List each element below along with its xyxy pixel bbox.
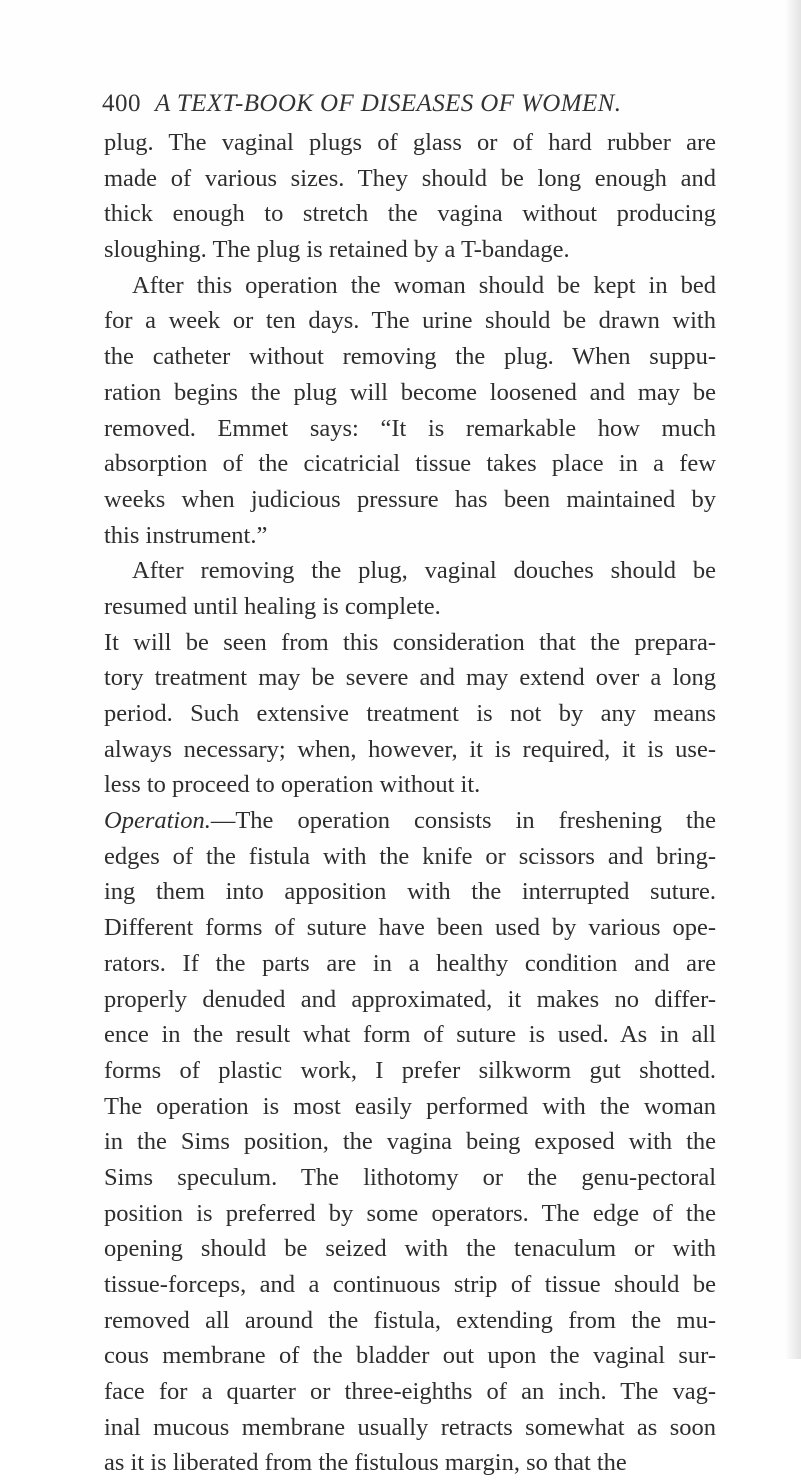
text-line: edges of the fistula with the knife or scissors and bring-	[104, 842, 716, 870]
text-line: ration begins the plug will become loosened and may be	[104, 378, 716, 406]
text-line: ing them into apposition with the interrupted suture.	[104, 878, 716, 906]
text-line: After removing the plug, vaginal douches should be	[132, 557, 716, 585]
text-line: the catheter without removing the plug. When suppu-	[104, 343, 716, 371]
text-line: rators. If the parts are in a healthy condition and are	[104, 949, 716, 977]
text-line: removed all around the fistula, extending from the mu-	[104, 1306, 716, 1334]
text-line: removed. Emmet says: “It is remarkable how much	[104, 414, 716, 442]
text-line: It will be seen from this consideration that the prepara-	[104, 628, 716, 656]
text-line: sloughing. The plug is retained by a T-bandage.	[104, 236, 570, 264]
text-line: in the Sims position, the vagina being exposed with the	[104, 1128, 716, 1156]
section-heading-text: —The operation consists in freshening the	[210, 807, 716, 835]
text-line: ence in the result what form of suture is used. As in all	[104, 1021, 716, 1049]
text-line: always necessary; when, however, it is required, it is use-	[104, 735, 716, 763]
text-line: this instrument.”	[104, 521, 268, 549]
text-line: period. Such extensive treatment is not by any means	[104, 700, 716, 727]
text-line: absorption of the cicatricial tissue takes place in a few	[104, 450, 716, 478]
text-line: as it is liberated from the fistulous margin, so that the	[104, 1449, 627, 1477]
text-line: cous membrane of the bladder out upon the vaginal sur-	[104, 1342, 716, 1370]
text-line: Different forms of suture have been used by various ope-	[104, 914, 716, 942]
text-line: The operation is most easily performed with the woman	[104, 1092, 716, 1120]
text-line: less to proceed to operation without it.	[104, 771, 481, 799]
text-line: tory treatment may be severe and may extend over a long	[104, 664, 716, 692]
text-line: resumed until healing is complete.	[104, 592, 441, 620]
body-text	[104, 125, 716, 1481]
page-edge-shadow	[785, 0, 801, 1359]
text-line: forms of plastic work, I prefer silkworm gut shotted.	[104, 1056, 716, 1084]
page-number: 400	[102, 90, 141, 117]
text-line: opening should be seized with the tenaculum or with	[104, 1235, 716, 1263]
text-line: tissue-forceps, and a continuous strip of tissue should be	[104, 1271, 716, 1298]
book-title: A TEXT-BOOK OF DISEASES OF WOMEN.	[155, 90, 622, 117]
text-line: made of various sizes. They should be long enough and	[104, 164, 716, 192]
text-line: position is preferred by some operators. The edge of the	[104, 1199, 716, 1227]
text-line: Sims speculum. The lithotomy or the genu-pectoral	[104, 1163, 716, 1191]
text-line: for a week or ten days. The urine should be drawn with	[104, 307, 716, 335]
text-line: weeks when judicious pressure has been maintained by	[104, 485, 716, 513]
text-line: properly denuded and approximated, it makes no differ-	[104, 985, 716, 1013]
text-line: After this operation the woman should be kept in bed	[132, 271, 716, 299]
text-line: face for a quarter or three-eighths of an inch. The vag-	[104, 1378, 716, 1406]
text-line: thick enough to stretch the vagina without producing	[104, 200, 716, 228]
section-heading: Operation.	[104, 807, 211, 835]
text-line: plug. The vaginal plugs of glass or of hard rubber are	[104, 129, 716, 156]
text-line: inal mucous membrane usually retracts somewhat as soon	[104, 1413, 716, 1441]
running-head	[102, 88, 702, 120]
text-line	[104, 803, 716, 839]
